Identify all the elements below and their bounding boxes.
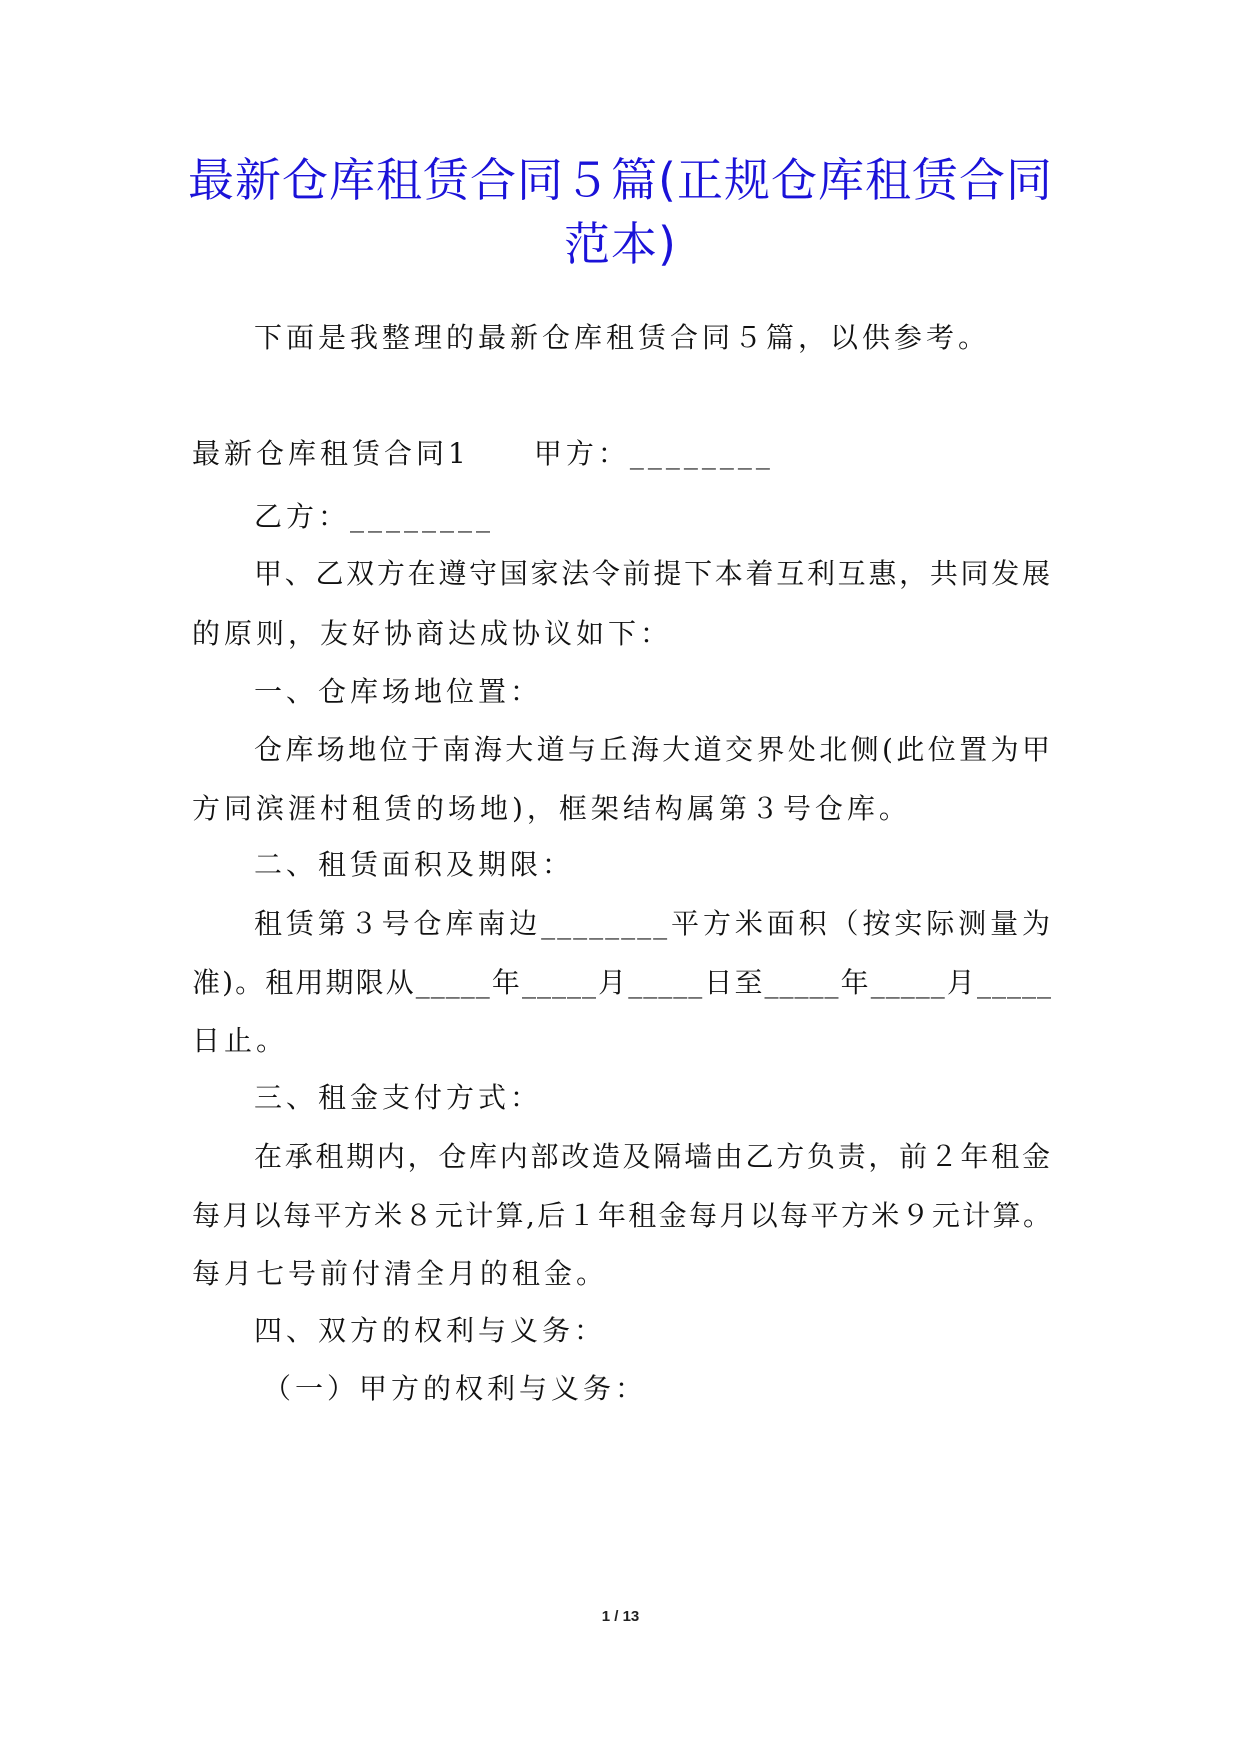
contract-heading: 最新仓库租赁合同1 甲方：________	[192, 437, 774, 470]
document-title	[150, 148, 1091, 276]
paragraph-line: 每月七号前付清全月的租金。	[192, 1257, 609, 1290]
paragraph-line: 方同滨涯村租赁的场地)，框架结构属第３号仓库。	[192, 792, 911, 825]
paragraph-line: 在承租期内，仓库内部改造及隔墙由乙方负责，前２年租金	[254, 1140, 1052, 1173]
section-heading-4: 四、双方的权利与义务：	[254, 1314, 607, 1347]
page-number: 1 / 13	[601, 1608, 640, 1625]
section-heading-2: 二、租赁面积及期限：	[254, 848, 575, 881]
paragraph-line: 准)。租用期限从_____年_____月_____日至_____年_____月_____	[192, 966, 1052, 999]
section-heading-3: 三、租金支付方式：	[254, 1081, 543, 1114]
paragraph-line: 的原则，友好协商达成协议如下：	[192, 617, 673, 650]
paragraph-line: 日止。	[192, 1024, 289, 1057]
paragraph-line: 仓库场地位于南海大道与丘海大道交界处北侧(此位置为甲	[254, 733, 1052, 766]
party-b-line: 乙方：________	[254, 500, 495, 533]
paragraph-line: 甲、乙双方在遵守国家法令前提下本着互利互惠，共同发展	[254, 557, 1052, 590]
intro-paragraph: 下面是我整理的最新仓库租赁合同５篇，以供参考。	[254, 321, 991, 354]
subsection-heading: （一）甲方的权利与义务：	[263, 1372, 648, 1405]
title-line-1: 最新仓库租赁合同５篇(正规仓库租赁合同	[188, 153, 1053, 207]
paragraph-line: 每月以每平方米８元计算,后１年租金每月以每平方米９元计算。	[192, 1199, 1052, 1232]
title-line-2: 范本)	[564, 217, 677, 271]
paragraph-line: 租赁第３号仓库南边________平方米面积（按实际测量为	[254, 907, 1052, 940]
section-heading-1: 一、仓库场地位置：	[254, 675, 543, 708]
